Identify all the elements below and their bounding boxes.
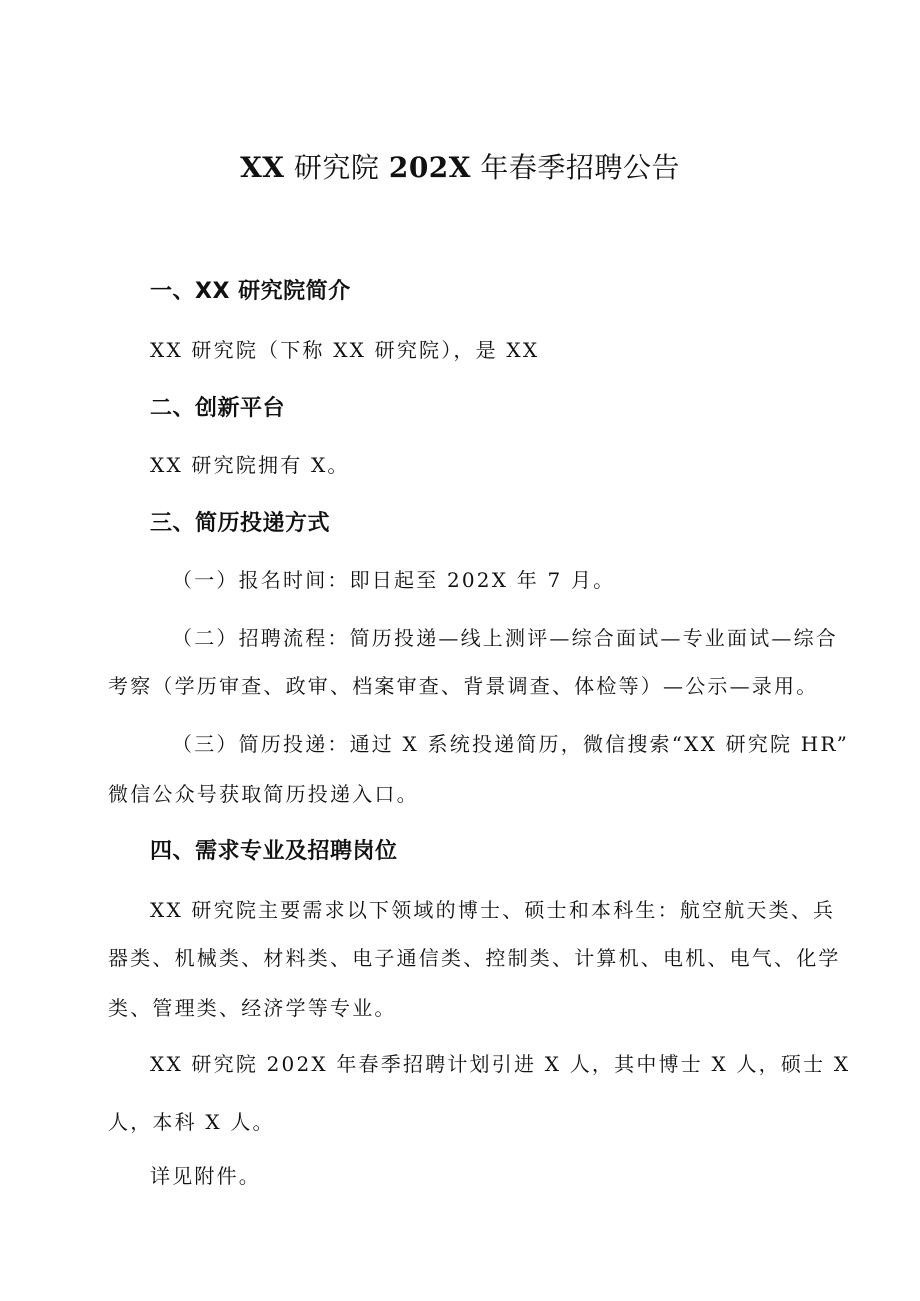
resume-process-line-2: 考察（学历审查、政审、档案审查、背景调查、体检等）—公示—录用。	[108, 674, 819, 698]
resume-submit-line-2: 微信公众号获取简历投递入口。	[108, 782, 419, 806]
intro-paragraph: XX 研究院（下称 XX 研究院），是 XX	[150, 338, 540, 362]
resume-process-line-1: （二）招聘流程：简历投递—线上测评—综合面试—专业面试—综合	[172, 626, 838, 650]
plan-line-1: XX 研究院 202X 年春季招聘计划引进 X 人，其中博士 X 人，硕士 X	[150, 1052, 851, 1076]
resume-submit-line-1: （三）简历投递：通过 X 系统投递简历，微信搜索“XX 研究院 HR”	[172, 732, 849, 756]
section-heading-platform: 二、创新平台	[150, 396, 286, 421]
majors-line-1: XX 研究院主要需求以下领域的博士、硕士和本科生：航空航天类、兵	[150, 898, 836, 922]
majors-line-2: 器类、机械类、材料类、电子通信类、控制类、计算机、电机、电气、化学	[108, 946, 841, 970]
title-year: 202X	[388, 151, 472, 184]
majors-line-3: 类、管理类、经济学等专业。	[108, 996, 397, 1020]
title-prefix: XX	[240, 151, 285, 184]
resume-time-paragraph: （一）报名时间：即日起至 202X 年 7 月。	[172, 568, 616, 592]
platform-paragraph: XX 研究院拥有 X。	[150, 453, 350, 477]
title-institute: 研究院	[293, 151, 380, 184]
section-heading-intro: 一、XX 研究院简介	[150, 279, 351, 304]
section-heading-positions: 四、需求专业及招聘岗位	[150, 839, 398, 864]
document-title	[0, 146, 920, 186]
section-heading-resume: 三、简历投递方式	[150, 511, 331, 536]
attachment-note: 详见附件。	[150, 1164, 261, 1188]
plan-line-2: 人，本科 X 人。	[108, 1110, 275, 1134]
title-suffix: 年春季招聘公告	[480, 151, 680, 184]
